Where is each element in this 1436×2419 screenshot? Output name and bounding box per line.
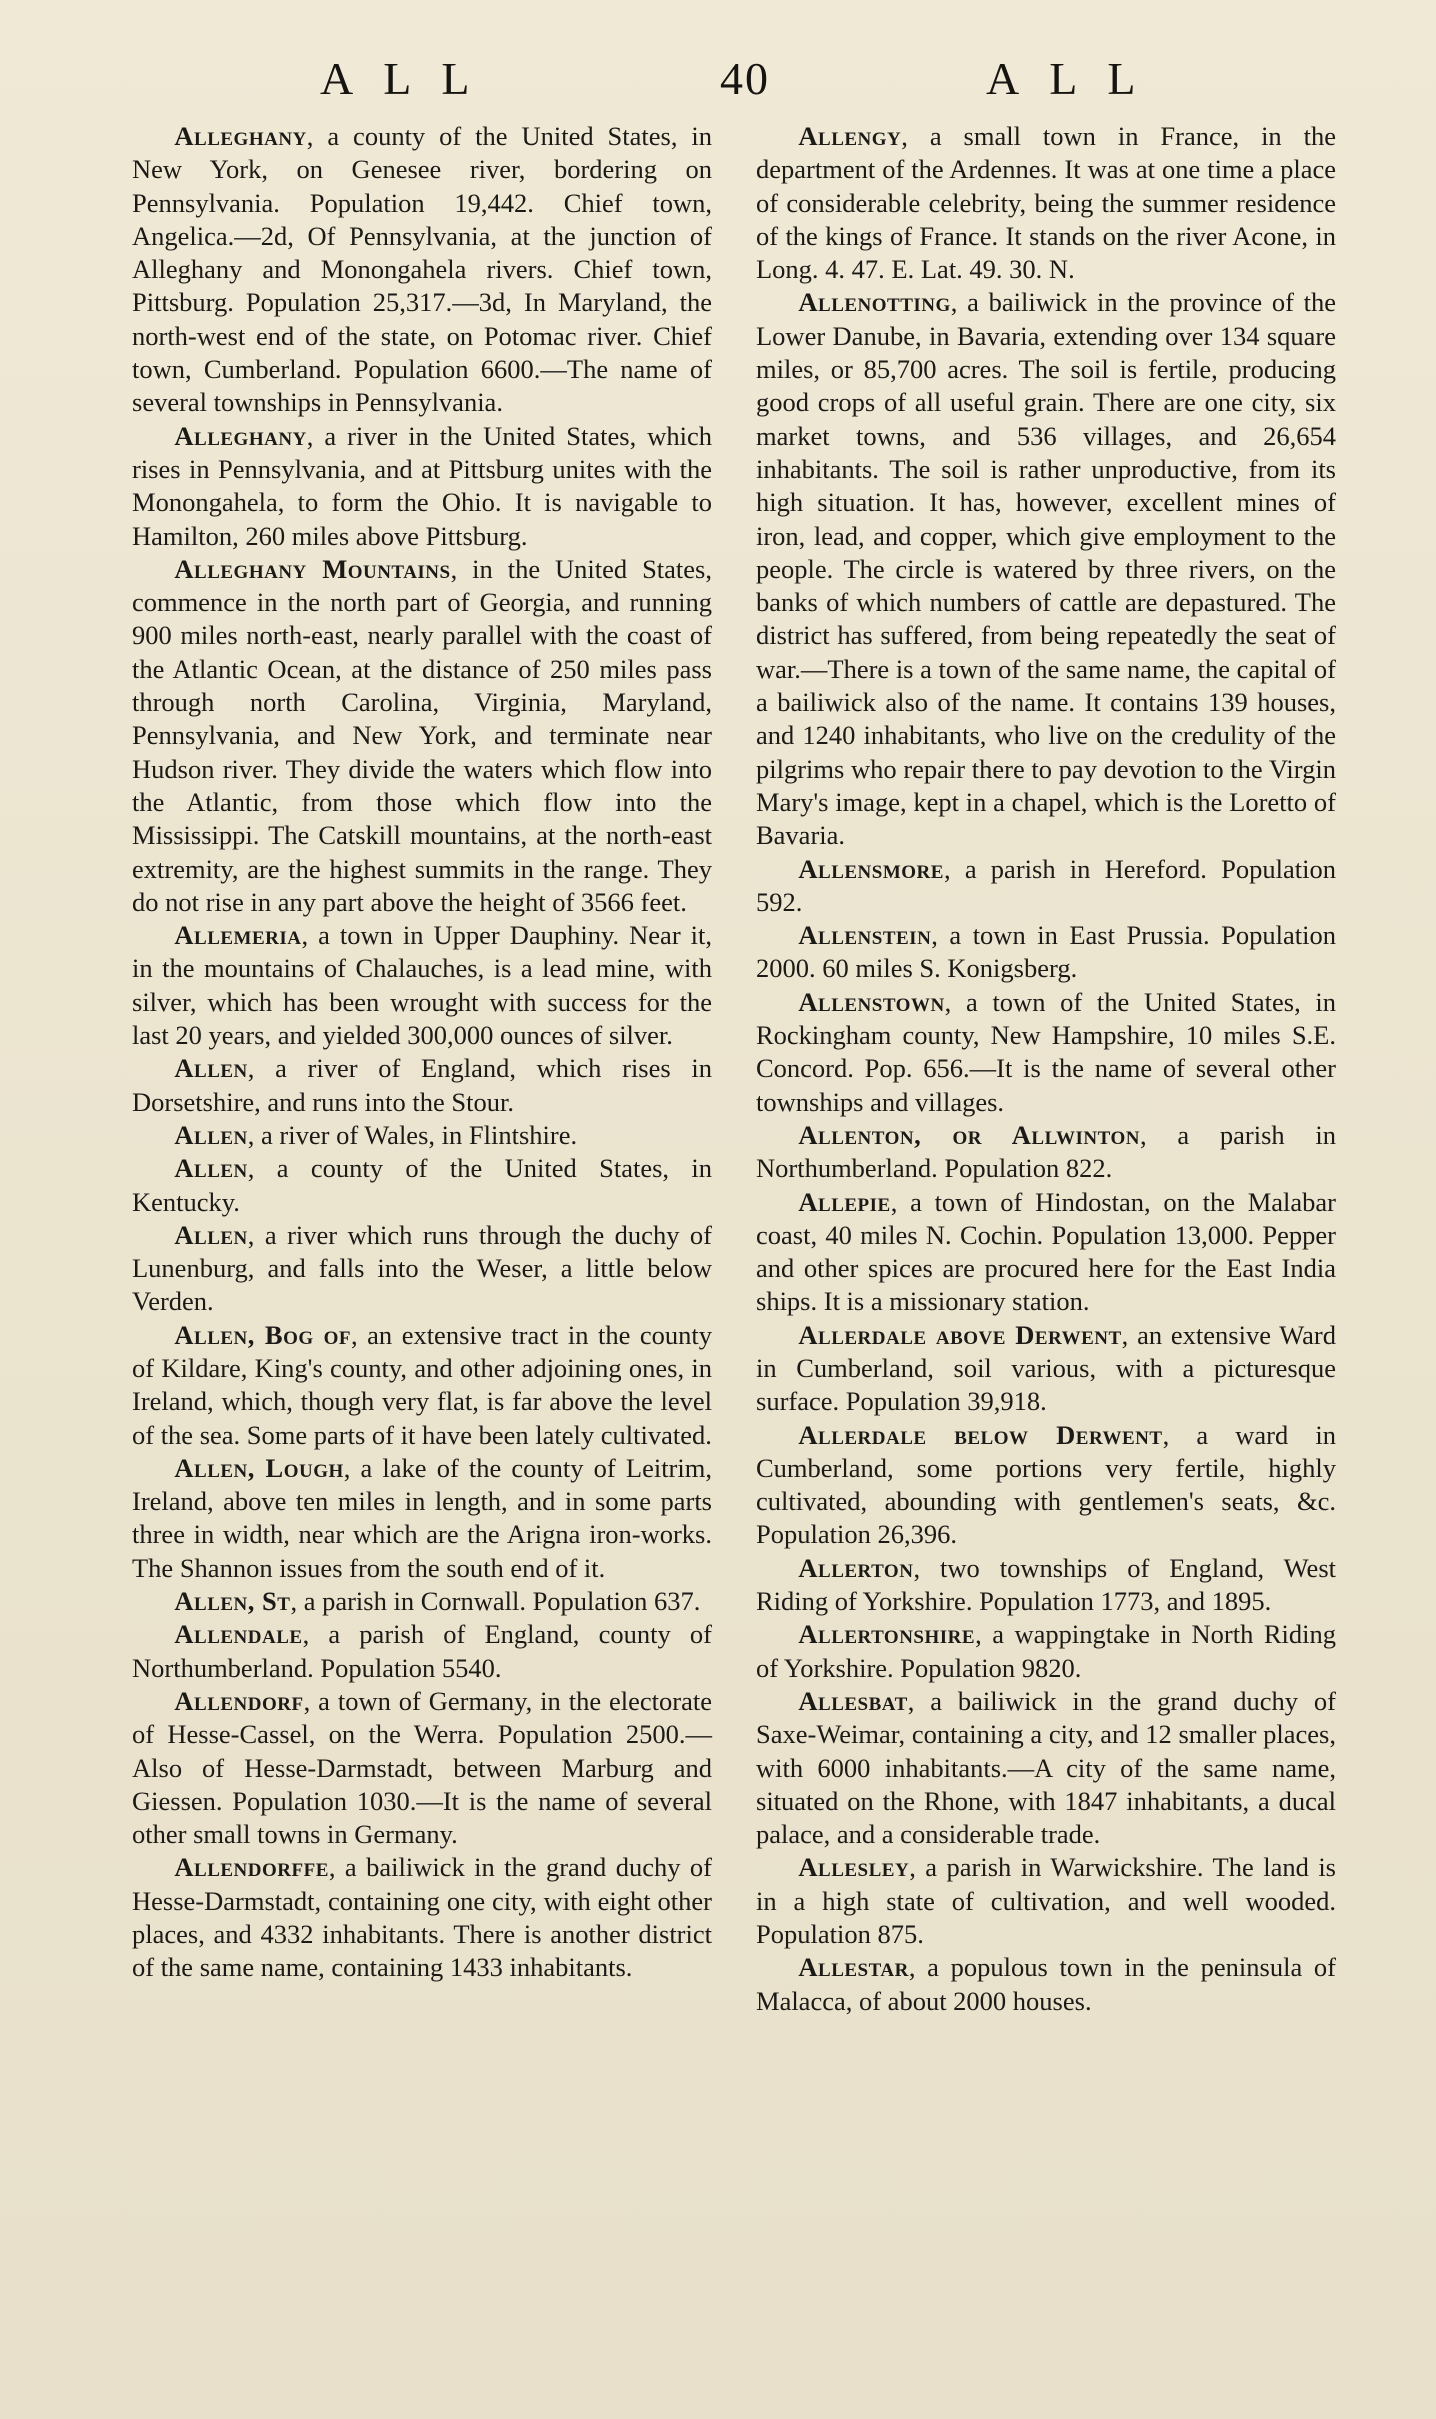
entry-text: , a county of the United States, in New York, on Genesee river, bordering on Pennsylvania. Population 19,442. Chief town, Angelica.—2d, Of Pennsylvania, at the junction of Alleghany and Monongahela rivers. Chief town, Pittsburg. Population 25,317.—3d, In Maryland, the north-west end of the state, on Potomac river. Chief town, Cumberland. Population 6600.—The name of several townships in Pennsylvania. [132, 121, 712, 418]
gazetteer-entry [132, 1618, 712, 1685]
entry-headword: Allesbat [798, 1685, 908, 1716]
entry-headword: Allenstown [798, 986, 945, 1017]
entry-text: , a populous town in the peninsula of Malacca, of about 2000 houses. [756, 1952, 1336, 2016]
gazetteer-entry [756, 286, 1336, 852]
entry-headword: Allen, Bog of [174, 1319, 352, 1350]
entry-headword: Allenton, or Allwinton [798, 1119, 1140, 1150]
entry-text: , a parish in Hereford. Population 592. [756, 853, 1336, 917]
gazetteer-entry [756, 1618, 1336, 1685]
gazetteer-entry [132, 1452, 712, 1585]
gazetteer-entry [132, 1152, 712, 1219]
entry-text: , a lake of the county of Leitrim, Ireland, above ten miles in length, and in some parts three in width, near which are the Arigna iron-works. The Shannon issues from the south end of it. [132, 1452, 712, 1583]
entry-headword: Allenstein [798, 920, 932, 951]
gazetteer-entry [756, 1119, 1336, 1186]
page-number: 40 [720, 53, 770, 104]
entry-headword: Allen [174, 1119, 248, 1150]
entry-text: , two townships of England, West Riding of Yorkshire. Population 1773, and 1895. [756, 1552, 1336, 1617]
entry-text: , a bailiwick in the province of the Lower Danube, in Bavaria, extending over 134 square miles, or 85,700 acres. The soil is fertile, producing good crops of all useful grain. There are one city, six market towns, and 536 villages, and 26,654 inhabitants. The soil is rather unproductive, from its high situation. It has, however, excellent mines of iron, lead, and copper, which give employment to the people. The circle is watered by three rivers, on the banks of which numbers of cattle are depastured. The district has suffered, from being repeatedly the seat of war.—There is a town of the same name, the capital of a bailiwick also of the name. It contains 139 houses, and 1240 inhabitants, who live on the credulity of the pilgrims who repair there to pay devotion to the Virgin Mary's image, kept in a chapel, which is the Loretto of Bavaria. [756, 287, 1336, 851]
gazetteer-entry [132, 1685, 712, 1851]
gazetteer-entry [756, 1419, 1336, 1552]
entry-text: , in the United States, commence in the north part of Georgia, and running 900 miles north-east, nearly parallel with the coast of the Atlantic Ocean, at the distance of 250 miles pass through north Carolina, Virginia, Maryland, Pennsylvania, and New York, and terminate near Hudson river. They divide the waters which flow into the Atlantic, from those which flow into the Mississippi. The Catskill mountains, at the north-east extremity, are the highest summits in the range. They do not rise in any part above the height of 3566 feet. [132, 553, 712, 917]
entry-text: , an extensive Ward in Cumberland, soil various, with a picturesque surface. Population 39,918. [756, 1319, 1336, 1417]
right-column [756, 120, 1336, 2018]
entry-text: , a river in the United States, which rises in Pennsylvania, and at Pittsburg unites with the Monongahela, to form the Ohio. It is navigable to Hamilton, 260 miles above Pittsburg. [132, 420, 712, 551]
entry-headword: Allendale [174, 1619, 303, 1650]
header-left-guideword: ALL [320, 53, 500, 104]
gazetteer-entry [756, 1851, 1336, 1951]
gazetteer-entry [132, 420, 712, 553]
entry-headword: Allen, St [174, 1586, 291, 1617]
entry-headword: Allen [174, 1153, 248, 1184]
entry-headword: Allensmore [798, 853, 944, 884]
entry-headword: Allen, Lough [174, 1452, 344, 1483]
entry-headword: Allen [174, 1219, 248, 1250]
gazetteer-entry [756, 1319, 1336, 1419]
entry-headword: Allendorf [174, 1685, 304, 1716]
gazetteer-entry [756, 1685, 1336, 1851]
entry-headword: Allepie [798, 1186, 891, 1217]
gazetteer-entry [132, 1119, 712, 1152]
entry-headword: Allerdale above Derwent [798, 1319, 1122, 1350]
entry-headword: Allesley [798, 1852, 910, 1883]
entry-text: , a river of England, which rises in Dorsetshire, and runs into the Stour. [132, 1053, 712, 1117]
entry-headword: Allemeria [174, 920, 302, 951]
entry-headword: Allen [174, 1053, 248, 1084]
gazetteer-entry [132, 120, 712, 420]
entry-headword: Allengy [798, 121, 902, 151]
gazetteer-entry [756, 1186, 1336, 1319]
gazetteer-entry [132, 553, 712, 919]
left-column [132, 120, 712, 1985]
entry-text: , a town in East Prussia. Population 2000. 60 miles S. Konigsberg. [756, 920, 1336, 984]
entry-text: , a town of Hindostan, on the Malabar coast, 40 miles N. Cochin. Population 13,000. Pepper and other spices are procured here for the East India ships. It is a missionary station. [756, 1186, 1336, 1317]
entry-text: , a town in Upper Dauphiny. Near it, in the mountains of Chalauches, is a lead mine, with silver, which has been wrought with success for the last 20 years, and yielded 300,000 ounces of silver. [132, 920, 712, 1051]
entry-headword: Alleghany Mountains [174, 553, 451, 584]
entry-text: , a bailiwick in the grand duchy of Hesse-Darmstadt, containing one city, with eight other places, and 4332 inhabitants. There is another district of the same name, containing 1433 inhabitants. [132, 1852, 712, 1983]
header-right-guideword: ALL [986, 53, 1166, 104]
entry-text: , a bailiwick in the grand duchy of Saxe-Weimar, containing a city, and 12 smaller places, with 6000 inhabitants.—A city of the same name, situated on the Rhone, with 1847 inhabitants, a ducal palace, and a considerable trade. [756, 1685, 1336, 1850]
gazetteer-entry [756, 1552, 1336, 1619]
running-header [130, 52, 1190, 112]
entry-text: , a parish in Warwickshire. The land is in a high state of cultivation, and well wooded. Population 875. [756, 1852, 1336, 1950]
entry-headword: Allestar [798, 1952, 909, 1983]
entry-headword: Allenotting [798, 287, 951, 318]
entry-text: , a river of Wales, in Flintshire. [247, 1119, 578, 1150]
entry-text: , a town of Germany, in the electorate of Hesse-Cassel, on the Werra. Population 2500.—Also of Hesse-Darmstadt, between Marburg and Giessen. Population 1030.—It is the name of several other small towns in Germany. [132, 1685, 712, 1850]
entry-text: , a ward in Cumberland, some portions very fertile, highly cultivated, abounding with gentlemen's seats, &c. Population 26,396. [756, 1419, 1336, 1550]
entry-text: , a county of the United States, in Kentucky. [132, 1153, 712, 1217]
entry-text: , a parish in Northumberland. Population 822. [756, 1119, 1336, 1184]
gazetteer-entry [132, 1052, 712, 1119]
entry-text: , a river which runs through the duchy of Lunenburg, and falls into the Weser, a little below Verden. [132, 1219, 712, 1317]
gazetteer-entry [756, 120, 1336, 286]
entry-text: , a town of the United States, in Rockingham county, New Hampshire, 10 miles S.E. Concord. Pop. 656.—It is the name of several other townships and villages. [756, 986, 1336, 1117]
gazetteer-entry [756, 986, 1336, 1119]
entry-headword: Allerdale below Derwent [798, 1419, 1163, 1450]
gazetteer-entry [132, 1219, 712, 1319]
gazetteer-entry [132, 1851, 712, 1984]
gazetteer-entry [756, 853, 1336, 920]
entry-headword: Allerton [798, 1552, 914, 1583]
entry-text: , a wappingtake in North Riding of Yorkshire. Population 9820. [756, 1619, 1336, 1683]
entry-headword: Alleghany [174, 420, 307, 451]
entry-headword: Allertonshire [798, 1619, 976, 1650]
gazetteer-entry [132, 1319, 712, 1452]
entry-text: , an extensive tract in the county of Kildare, King's county, and other adjoining ones, in Ireland, which, though very flat, is far above the level of the sea. Some parts of it have been lately cultivated. [132, 1319, 712, 1450]
entry-text: , a parish in Cornwall. Population 637. [290, 1586, 701, 1617]
entry-text: , a parish of England, county of Northumberland. Population 5540. [132, 1619, 712, 1683]
gazetteer-entry [756, 1951, 1336, 2018]
entry-headword: Alleghany [174, 121, 307, 151]
entry-headword: Allendorffe [174, 1852, 329, 1883]
gazetteer-entry [132, 1585, 712, 1618]
entry-text: , a small town in France, in the department of the Ardennes. It was at one time a place of considerable celebrity, being the summer residence of the kings of France. It stands on the river Acone, in Long. 4. 47. E. Lat. 49. 30. N. [756, 121, 1336, 285]
gazetteer-entry [132, 919, 712, 1052]
gazetteer-entry [756, 919, 1336, 986]
